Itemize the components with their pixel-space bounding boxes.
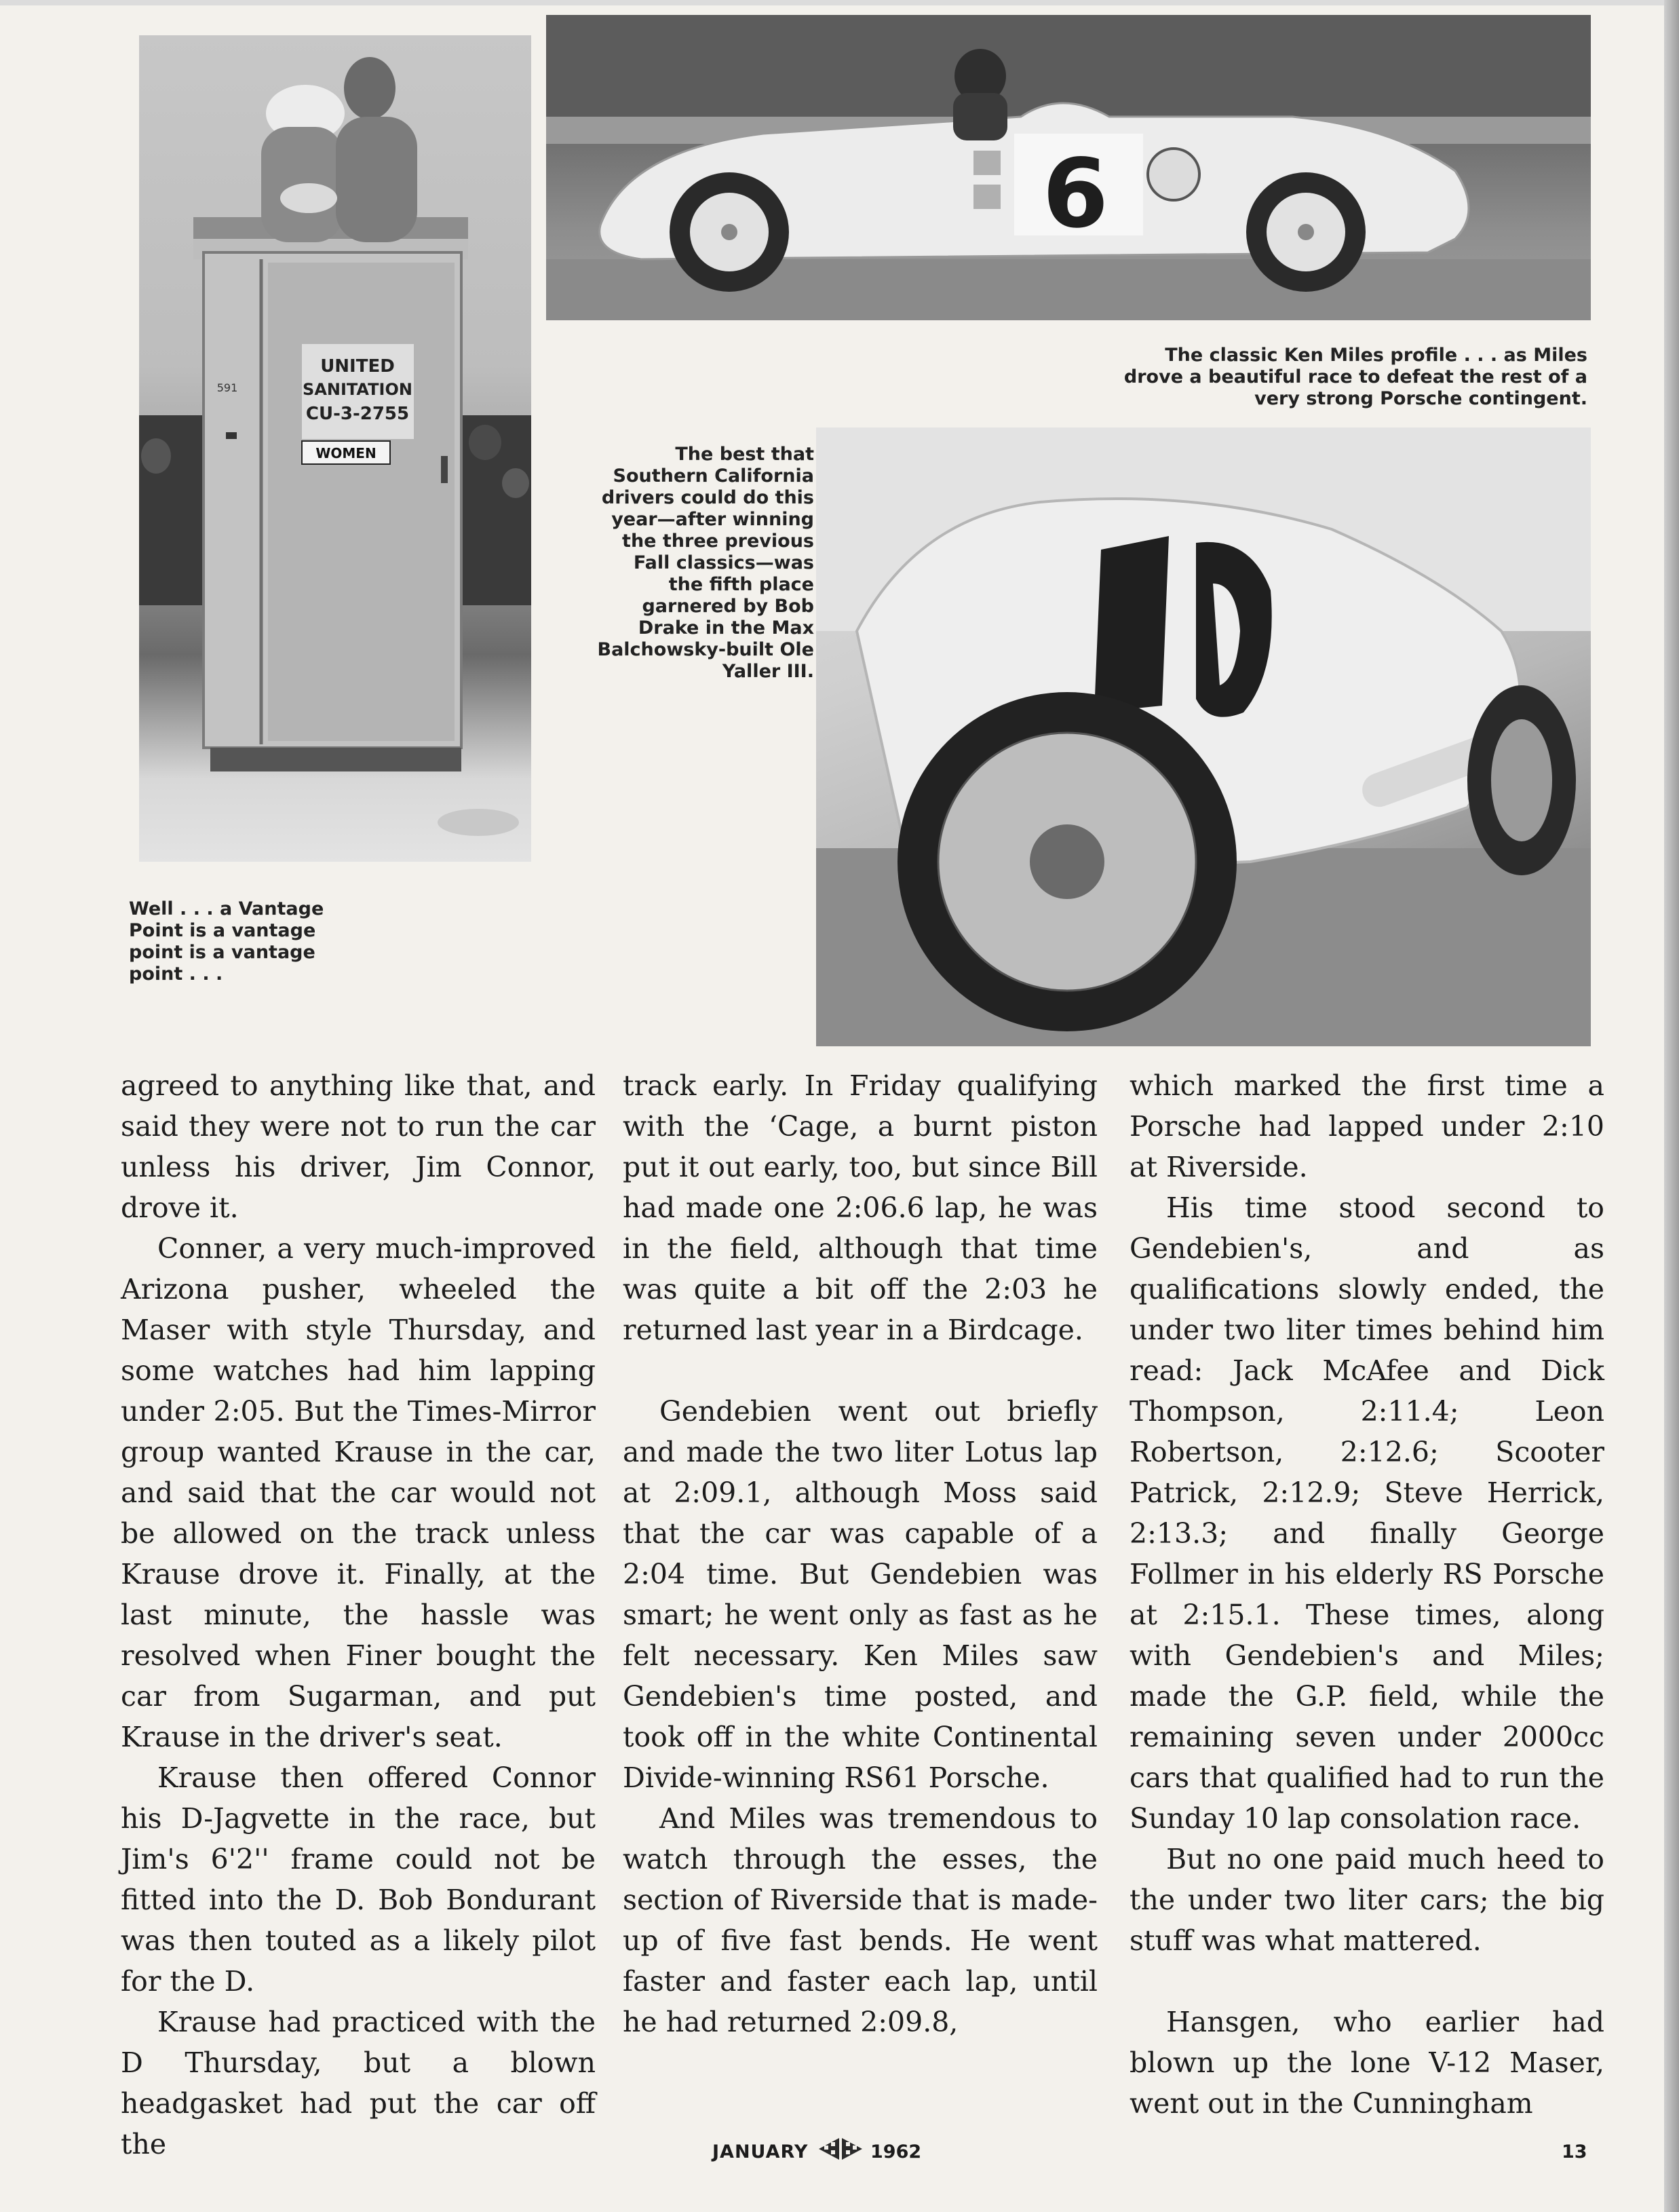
door-number: 591 (216, 381, 238, 394)
paragraph: Gendebien went out briefly and made the two liter Lotus lap at 2:09.1, although Moss said that the car was capable of a 2:04 time. But Gendebien was smart; he went only as fast as he felt necessary. Ken Miles saw Gendebien's time posted, and took off in the white Continental Divide-winning RS61 Porsche. (623, 1395, 1098, 1794)
caption-ken-miles: The classic Ken Miles profile . . . as Miles drove a beautiful race to defeat the rest of a very strong Porsche contingent. (1123, 345, 1587, 409)
race-car-illustration (546, 15, 1591, 320)
page-number: 13 (1562, 2141, 1587, 2162)
paragraph: Krause had practiced with the D Thursday, but a blown headgasket had put the car off the (121, 2006, 596, 2160)
footer-year: 1962 (870, 2141, 922, 2162)
scan-border-right (1664, 0, 1679, 2212)
paragraph: which marked the first time a Porsche had lapped under 2:10 at Riverside. (1130, 1069, 1604, 1183)
paragraph: track early. In Friday qualifying with the ‘Cage, a burnt piston put it out early, too, but since Bill had made one 2:06.6 lap, he was in the field, although that time was quite a bit off the 2:03 he returned last year in a Birdcage. (623, 1069, 1098, 1346)
caption-bob-drake: The best that Southern California drivers could do this year—after winning the three previous Fall classics—was the fifth place garnered by Bob Drake in the Max Balchowsky-built Ole Yaller III. (597, 444, 814, 682)
paragraph: And Miles was tremendous to watch through the esses, the section of Riverside that is made-up of five fast bends. He went faster and faster each lap, until he had returned 2:09.8, (623, 1802, 1098, 2038)
ole-yaller-illustration (816, 427, 1591, 1046)
scan-border (0, 0, 1679, 5)
caption-vantage-point: Well . . . a Vantage Point is a vantage point is a vantage point . . . (129, 898, 324, 985)
car-number-9: 9 (1042, 134, 1108, 245)
article-column-1 (121, 1065, 596, 2165)
outhouse-illustration (139, 35, 531, 862)
article-column-2 (623, 1065, 1098, 2042)
paragraph: His time stood second to Gendebien's, and as qualifications slowly ended, the under two liter times behind him read: Jack McAfee and Dick Thompson, 2:11.4; Leon Robertson, 2:12.6; Scooter Patrick, 2:12.9; Steve Herrick, 2:13.3; and finally George Follmer in his elderly RS Porsche at 2:15.1. These times, along with Gendebien's and Miles; made the G.P. field, while the remaining seven under 2000cc cars that qualified had to run the Sunday 10 lap consolation race. (1130, 1191, 1604, 1835)
article-column-3 (1130, 1065, 1604, 2124)
paragraph: agreed to anything like that, and said they were not to run the car unless his driver, Jim Connor, drove it. (121, 1069, 596, 1224)
photo-ole-yaller-car (816, 427, 1591, 1046)
paragraph: Hansgen, who earlier had blown up the lone V-12 Maser, went out in the Cunningham (1130, 2006, 1604, 2120)
footer-month: JANUARY (712, 2141, 809, 2162)
paragraph: Krause then offered Connor his D-Jagvette in the race, but Jim's 6'2'' frame could not be fitted into the D. Bob Bondurant was then touted as a likely pilot for the D. (121, 1761, 596, 1998)
photo-outhouse-spectators (139, 35, 531, 862)
paragraph: Conner, a very much-improved Arizona pusher, wheeled the Maser with style Thursday, and some watches had him lapping under 2:05. But the Times-Mirror group wanted Krause in the car, and said that the car would not be allowed on the track unless Krause drove it. Finally, at the last minute, the hassle was resolved when Finer bought the car from Sugarman, and put Krause in the driver's seat. (121, 1232, 596, 1753)
car-number-70: 70 (1291, 476, 1300, 484)
paragraph: But no one paid much heed to the under two liter cars; the big stuff was what mattered. (1130, 1843, 1604, 1957)
sign-women-label: WOMEN (315, 445, 377, 461)
photo-ken-miles-porsche (546, 15, 1591, 320)
checkered-flags-icon (816, 2135, 865, 2165)
sign-line-1: UNITED (320, 356, 395, 377)
sign-line-3: CU-3-2755 (305, 404, 410, 424)
sign-line-2: SANITATION (303, 380, 412, 399)
